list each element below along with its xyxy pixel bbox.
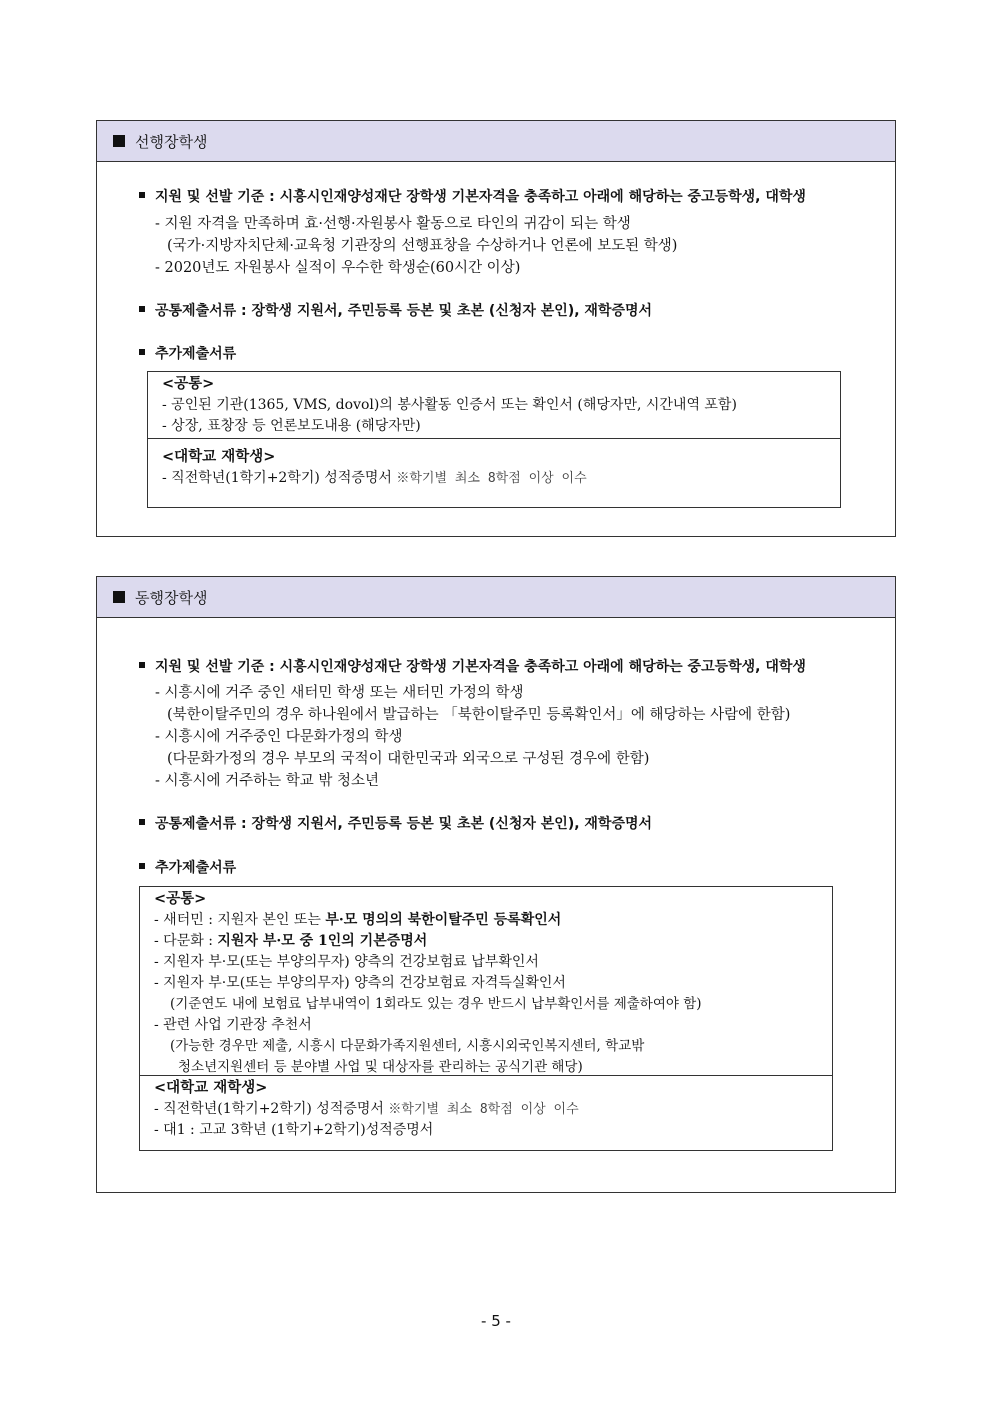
extra-doc-line: - 직전학년(1학기+2학기) 성적증명서 ※학기별 최소 8학점 이상 이수 xyxy=(154,1101,579,1117)
bullet-icon xyxy=(139,349,145,355)
criteria-line: (다문화가정의 경우 부모의 국적이 대한민국과 외국으로 구성된 경우에 한함) xyxy=(167,751,650,767)
extra-doc-line: 청소년지원센터 등 분야별 사업 및 대상자를 관리하는 공식기관 해당) xyxy=(178,1059,583,1075)
bullet-icon xyxy=(139,192,145,198)
section-box-companion-scholar xyxy=(96,576,896,1193)
extra-doc-line: - 지원자 부·모(또는 부양의무자) 양측의 건강보험료 납부확인서 xyxy=(154,954,539,970)
university-caption: <대학교 재학생> xyxy=(162,449,276,465)
common-caption: <공통> xyxy=(154,891,207,907)
extra-doc-line: - 지원자 부·모(또는 부양의무자) 양측의 건강보험료 자격득실확인서 xyxy=(154,975,566,991)
credit-note: ※학기별 최소 8학점 이상 이수 xyxy=(388,1102,579,1117)
bullet-icon xyxy=(139,819,145,825)
extra-docs-heading: 추가제출서류 xyxy=(139,858,236,878)
extra-docs-box xyxy=(139,886,833,1151)
criteria-line: (북한이탈주민의 경우 하나원에서 발급하는 「북한이탈주민 등록확인서」에 해당하는 사람에 한함) xyxy=(167,707,791,723)
criteria-line: - 시흥시에 거주 중인 새터민 학생 또는 새터민 가정의 학생 xyxy=(155,685,524,701)
criteria-line: - 2020년도 자원봉사 실적이 우수한 학생순(60시간 이상) xyxy=(155,260,521,276)
criteria-heading: 지원 및 선발 기준 : 시흥시인재양성재단 장학생 기본자격을 충족하고 아래에 해당하는 중고등학생, 대학생 xyxy=(139,657,806,677)
extra-doc-line: - 공인된 기관(1365, VMS, dovol)의 봉사활동 인증서 또는 확인서 (해당자만, 시간내역 포함) xyxy=(162,397,737,413)
extra-docs-common xyxy=(140,887,832,1076)
extra-docs-box xyxy=(147,371,841,508)
page-number: - 5 - xyxy=(481,1312,511,1330)
bullet-icon xyxy=(139,863,145,869)
extra-docs-heading: 추가제출서류 xyxy=(139,344,236,364)
common-docs-heading: 공통제출서류 : 장학생 지원서, 주민등록 등본 및 초본 (신청자 본인), 재학증명서 xyxy=(139,301,652,321)
square-bullet-icon xyxy=(113,135,125,147)
section-header xyxy=(97,577,895,618)
criteria-line: - 시흥시에 거주중인 다문화가정의 학생 xyxy=(155,729,403,745)
extra-doc-line: (기준연도 내에 보험료 납부내역이 1회라도 있는 경우 반드시 납부확인서를 제출하여야 함) xyxy=(170,996,702,1012)
criteria-line: - 시흥시에 거주하는 학교 밖 청소년 xyxy=(155,773,380,789)
section-box-advance-scholar xyxy=(96,120,896,537)
square-bullet-icon xyxy=(113,591,125,603)
criteria-line: (국가·지방자치단체·교육청 기관장의 선행표창을 수상하거나 언론에 보도된 학생) xyxy=(167,238,678,254)
criteria-line: - 지원 자격을 만족하며 효·선행·자원봉사 활동으로 타인의 귀감이 되는 학생 xyxy=(155,216,631,232)
common-docs-heading: 공통제출서류 : 장학생 지원서, 주민등록 등본 및 초본 (신청자 본인), 재학증명서 xyxy=(139,814,652,834)
section-header xyxy=(97,121,895,162)
extra-docs-university xyxy=(140,1076,832,1150)
section-title: 동행장학생 xyxy=(135,588,208,607)
credit-note: ※학기별 최소 8학점 이상 이수 xyxy=(396,471,587,486)
extra-doc-line: - 직전학년(1학기+2학기) 성적증명서 ※학기별 최소 8학점 이상 이수 xyxy=(162,470,587,486)
extra-doc-line: - 새터민 : 지원자 본인 또는 부·모 명의의 북한이탈주민 등록확인서 xyxy=(154,912,562,928)
university-caption: <대학교 재학생> xyxy=(154,1080,268,1096)
extra-doc-line: - 상장, 표창장 등 언론보도내용 (해당자만) xyxy=(162,418,421,434)
extra-doc-line: - 다문화 : 지원자 부·모 중 1인의 기본증명서 xyxy=(154,933,428,949)
section-title: 선행장학생 xyxy=(135,132,208,151)
extra-doc-line: - 관련 사업 기관장 추천서 xyxy=(154,1017,312,1033)
common-caption: <공통> xyxy=(162,376,215,392)
bullet-icon xyxy=(139,306,145,312)
extra-docs-common xyxy=(148,372,840,439)
extra-docs-university xyxy=(148,439,840,507)
bullet-icon xyxy=(139,662,145,668)
extra-doc-line: - 대1 : 고교 3학년 (1학기+2학기)성적증명서 xyxy=(154,1122,434,1138)
extra-doc-line: (가능한 경우만 제출, 시흥시 다문화가족지원센터, 시흥시외국인복지센터, 학교밖 xyxy=(170,1038,645,1054)
criteria-heading: 지원 및 선발 기준 : 시흥시인재양성재단 장학생 기본자격을 충족하고 아래에 해당하는 중고등학생, 대학생 xyxy=(139,187,806,207)
